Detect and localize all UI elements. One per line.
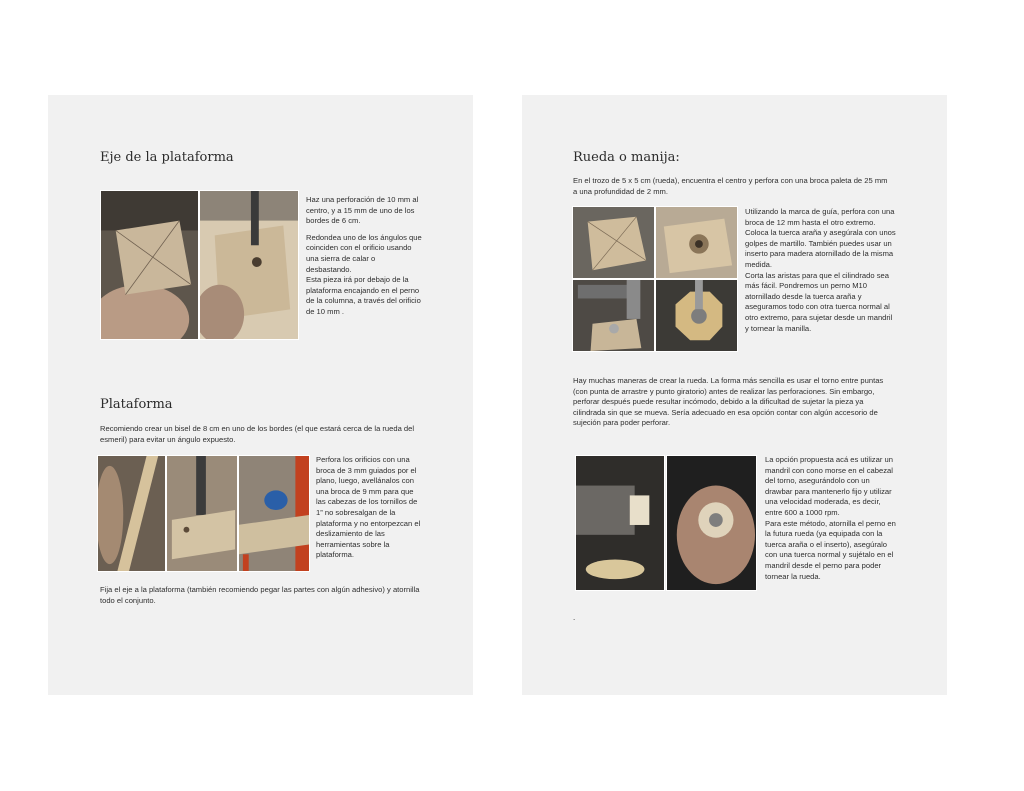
photo-wood-block-marked: [100, 190, 199, 340]
eje-text-1: Haz una perforación de 10 mm al centro, y a 15 mm de uno de los bordes de 6 cm.: [306, 195, 419, 226]
photo-bevel-edge: [97, 455, 166, 572]
rueda-instructions: [745, 207, 897, 334]
plataforma-outro: Fija el eje a la plataforma (también recomiendo pegar las partes con algún adhesivo) y atornilla todo el conjunto.: [100, 585, 420, 605]
section-title-rueda: Rueda o manija:: [573, 150, 680, 165]
stray-dot: .: [573, 613, 576, 622]
photo-lathe-chuck: [575, 455, 665, 591]
rueda-text-5: Para este método, atornilla el perno en la futura rueda (ya equipada con la tuerca araña o el inserto), asegúralo con una tuerca normal y sujétalo en el mandril desde el perno para poder tornear la rueda.: [765, 518, 896, 581]
rueda-intro: En el trozo de 5 x 5 cm (rueda), encuentra el centro y perfora con una broca paleta de 25 mm a una profundidad de 2 mm.: [573, 176, 888, 196]
photo-drilling-hole: [199, 190, 299, 340]
plataforma-text: Perfora los orificios con una broca de 3 mm guiados por el plano, luego, avellánalos con una broca de 9 mm para que las cabezas de los tornillos de 1” no sobresalgan de la plataforma y no entorpezcan el deslizamiento de las herramientas sobre la plataforma.: [316, 455, 421, 560]
rueda-text-2: Coloca la tuerca araña y asegúrala con unos golpes de martillo. También puedes usar un inserto para madera atornillado de la misma medida.: [745, 228, 896, 269]
eje-text-2: Redondea uno de los ángulos que coinciden con el orificio usando una sierra de calar o desbastando.: [306, 232, 422, 274]
section-title-eje: Eje de la plataforma: [100, 150, 234, 165]
rueda-text-1: Utilizando la marca de guía, perfora con una broca de 12 mm hasta el otro extremo.: [745, 207, 895, 227]
plataforma-intro: Recomiendo crear un bisel de 8 cm en uno de los bordes (el que estará cerca de la rueda del esmeril) para evitar un ángulo expuesto.: [100, 424, 415, 444]
eje-instructions: [306, 195, 422, 324]
section-title-plataforma: Plataforma: [100, 397, 173, 412]
photo-wheel-drilled: [655, 206, 738, 279]
eje-text-3: Esta pieza irá por debajo de la plataforma encajando en el perno de la columna, a través del orificio de 10 mm .: [306, 275, 421, 316]
photo-clamped-platform: [238, 455, 310, 572]
rueda-text-4: La opción propuesta acá es utilizar un mandril con cono morse en el cabezal del torno, asegurándolo con un drawbar para mantenerlo fijo y utilizar una velocidad moderada, es decir, entre 600 a 1000 rpm.: [765, 455, 893, 517]
photo-wheel-center-mark: [572, 206, 655, 279]
left-page: [48, 95, 473, 695]
rueda-method: [765, 455, 897, 582]
right-page: [522, 95, 947, 695]
photo-bolt-octagon: [655, 279, 738, 352]
photo-wheel-in-hand: [666, 455, 757, 591]
photo-drill-platform: [166, 455, 238, 572]
rueda-text-3: Corta las aristas para que el cilindrado sea más fácil. Pondremos un perno M10 atornillado desde la tuerca araña y aseguramos todo con otra tuerca normal al otro extremo, para sujetar desde un mandril y tornear la manilla.: [745, 270, 893, 333]
rueda-paragraph: Hay muchas maneras de crear la rueda. La forma más sencilla es usar el torno entre puntas (con punta de arrastre y punto giratorio) antes de realizar las perforaciones. Sin embargo, perforar después puede resultar incómodo, debido a la dificultad de sujetar la pieza ya cilindrada sin que se mueva. Sería adecuado en esa opción contar con algún accesorio de sujeción para poder perforar.: [573, 376, 884, 428]
photo-hammer-nut: [572, 279, 655, 352]
